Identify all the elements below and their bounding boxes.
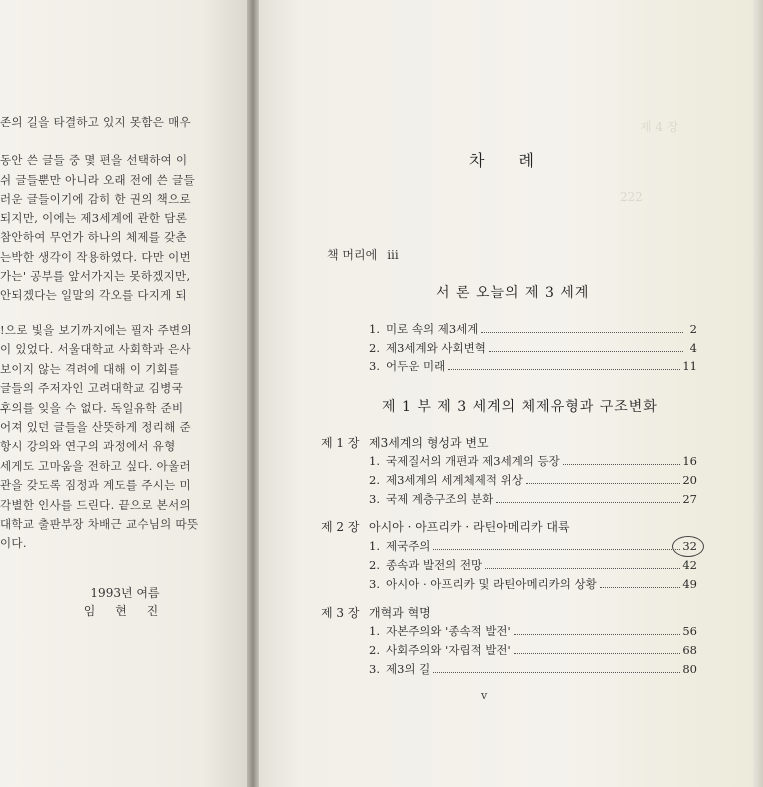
chapter-number: 제 1 장 — [321, 436, 360, 450]
preface-text-line: 보이지 않는 격려에 대해 이 기회를 — [0, 362, 180, 376]
dot-leader — [514, 653, 681, 654]
preface-text-line: 세게도 고마움을 전하고 싶다. 아울러 — [0, 459, 191, 473]
dot-leader — [433, 549, 680, 550]
preface-text-line: 항시 강의와 연구의 과정에서 유형 — [0, 439, 176, 453]
preface-date: 1993년 여름 — [90, 586, 160, 600]
entry-number: 3. — [369, 359, 380, 373]
entry-page: 80 — [682, 662, 697, 676]
entry-number: 2. — [369, 558, 380, 572]
bleed-through-text: 제 4 장 — [640, 120, 679, 134]
chapter-title: 아시아 · 아프리카 · 라틴아메리카 대륙 — [369, 520, 570, 534]
entry-number: 2. — [369, 341, 380, 355]
entry-page: 20 — [682, 473, 697, 487]
toc-entry[interactable] — [369, 340, 697, 356]
dot-leader — [496, 502, 680, 503]
intro-heading: 서 론 오늘의 제 3 세계 — [436, 285, 590, 301]
preface-text-line: 이다. — [0, 536, 27, 550]
entry-page: 56 — [682, 624, 697, 638]
toc-preface-page: iii — [387, 248, 399, 262]
preface-text-line: 후의를 잊을 수 없다. 독일유학 준비 — [0, 401, 184, 415]
bleed-through-text: 222 — [620, 190, 643, 204]
toc-preface-entry[interactable] — [327, 246, 399, 263]
preface-text-line: 이 있었다. 서울대학교 사회학과 은사 — [0, 342, 191, 356]
dot-leader — [563, 464, 681, 465]
toc-entry[interactable] — [369, 642, 697, 658]
entry-page: 27 — [682, 492, 697, 506]
preface-text-line: 러운 글들이기에 감히 한 권의 책으로 — [0, 192, 191, 206]
toc-title: 차례 — [469, 151, 568, 170]
chapter-heading[interactable] — [321, 518, 570, 535]
preface-text-line: 관을 갖도록 짐정과 계도를 주시는 미 — [0, 478, 191, 492]
entry-title: 국제질서의 개편과 제3세계의 등장 — [385, 454, 560, 468]
entry-page: 2 — [689, 322, 697, 336]
entry-title: 사회주의와 '자립적 발전' — [385, 643, 511, 657]
toc-preface-label: 책 머리에 — [327, 248, 378, 262]
dot-leader — [485, 568, 680, 569]
chapter-heading[interactable] — [321, 604, 431, 621]
chapter-heading[interactable] — [321, 434, 489, 451]
page-folio: v — [481, 689, 488, 702]
dot-leader — [514, 634, 681, 635]
preface-text-line: 쉬 글들뿐만 아니라 오래 전에 쓴 글들 — [0, 173, 195, 187]
preface-text-line: 각별한 인사를 드린다. 끝으로 본서의 — [0, 498, 191, 512]
entry-title: 국제 계층구조의 분화 — [385, 492, 494, 506]
entry-number: 3. — [369, 492, 380, 506]
preface-text-line: 대학교 출판부장 차배근 교수님의 따뜻 — [0, 517, 199, 531]
entry-page: 32 — [682, 539, 697, 553]
entry-title: 제3세계의 세계체제적 위상 — [385, 473, 523, 487]
preface-text-line: 존의 길을 타결하고 있지 못함은 매우 — [0, 115, 191, 129]
entry-page: 68 — [682, 643, 697, 657]
chapter-number: 제 3 장 — [321, 606, 360, 620]
entry-number: 2. — [369, 473, 380, 487]
toc-entry[interactable] — [369, 358, 697, 374]
entry-number: 3. — [369, 662, 380, 676]
chapter-title: 제3세계의 형성과 변모 — [369, 436, 489, 450]
toc-entry[interactable] — [369, 623, 697, 639]
toc-entry[interactable] — [369, 576, 697, 592]
dot-leader — [448, 369, 680, 370]
entry-number: 3. — [369, 577, 380, 591]
entry-title: 아시아 · 아프리카 및 라틴아메리카의 상황 — [385, 577, 597, 591]
toc-entry[interactable] — [369, 491, 697, 507]
preface-text-line: 가는' 공부를 앞서가지는 못하겠지만, — [0, 269, 191, 283]
dot-leader — [526, 483, 681, 484]
entry-title: 어두운 미래 — [385, 359, 446, 373]
preface-text-line: 안되겠다는 일말의 각오를 다지게 되 — [0, 288, 187, 302]
toc-entry[interactable] — [369, 538, 697, 554]
entry-page: 11 — [682, 359, 697, 373]
entry-number: 1. — [369, 539, 380, 553]
dot-leader — [433, 672, 680, 673]
entry-page: 4 — [689, 341, 697, 355]
entry-page: 42 — [682, 558, 697, 572]
toc-entry[interactable] — [369, 661, 697, 677]
preface-text-line: 동안 쓴 글들 중 몇 편을 선택하여 이 — [0, 153, 188, 167]
part1-heading: 제 1 부 제 3 세계의 체제유형과 구조변화 — [382, 399, 658, 415]
entry-title: 제3세계와 사회변혁 — [385, 341, 486, 355]
dot-leader — [489, 351, 683, 352]
toc-entry[interactable] — [369, 557, 697, 573]
entry-number: 1. — [369, 624, 380, 638]
entry-title: 자본주의와 '종속적 발전' — [385, 624, 511, 638]
entry-number: 1. — [369, 322, 380, 336]
preface-author: 임 현 진 — [83, 604, 167, 618]
toc-entry[interactable] — [369, 321, 697, 337]
preface-text-line: !으로 빛을 보기까지에는 필자 주변의 — [0, 323, 192, 337]
chapter-number: 제 2 장 — [321, 520, 360, 534]
preface-text-line: 참안하여 무언가 하나의 체제를 갖춘 — [0, 230, 187, 244]
entry-page: 16 — [682, 454, 697, 468]
chapter-title: 개혁과 혁명 — [369, 606, 431, 620]
pen-circle-mark — [672, 536, 704, 557]
toc-entry[interactable] — [369, 453, 697, 469]
entry-number: 2. — [369, 643, 380, 657]
entry-page: 49 — [682, 577, 697, 591]
dot-leader — [481, 332, 683, 333]
entry-title: 제국주의 — [385, 539, 431, 553]
preface-text-line: 되지만, 이에는 제3세계에 관한 담론 — [0, 211, 188, 225]
entry-title: 미로 속의 제3세계 — [385, 322, 479, 336]
dot-leader — [600, 587, 681, 588]
entry-title: 제3의 길 — [385, 662, 431, 676]
entry-title: 종속과 발전의 전망 — [385, 558, 483, 572]
preface-text-line: 는박한 생각이 작용하였다. 다만 이번 — [0, 250, 191, 264]
preface-text-line: 글들의 주저자인 고려대학교 김병국 — [0, 381, 183, 395]
entry-number: 1. — [369, 454, 380, 468]
preface-text-line: 어져 있던 글들을 산뜻하게 정리해 준 — [0, 420, 191, 434]
toc-entry[interactable] — [369, 472, 697, 488]
page-edge — [753, 0, 763, 787]
